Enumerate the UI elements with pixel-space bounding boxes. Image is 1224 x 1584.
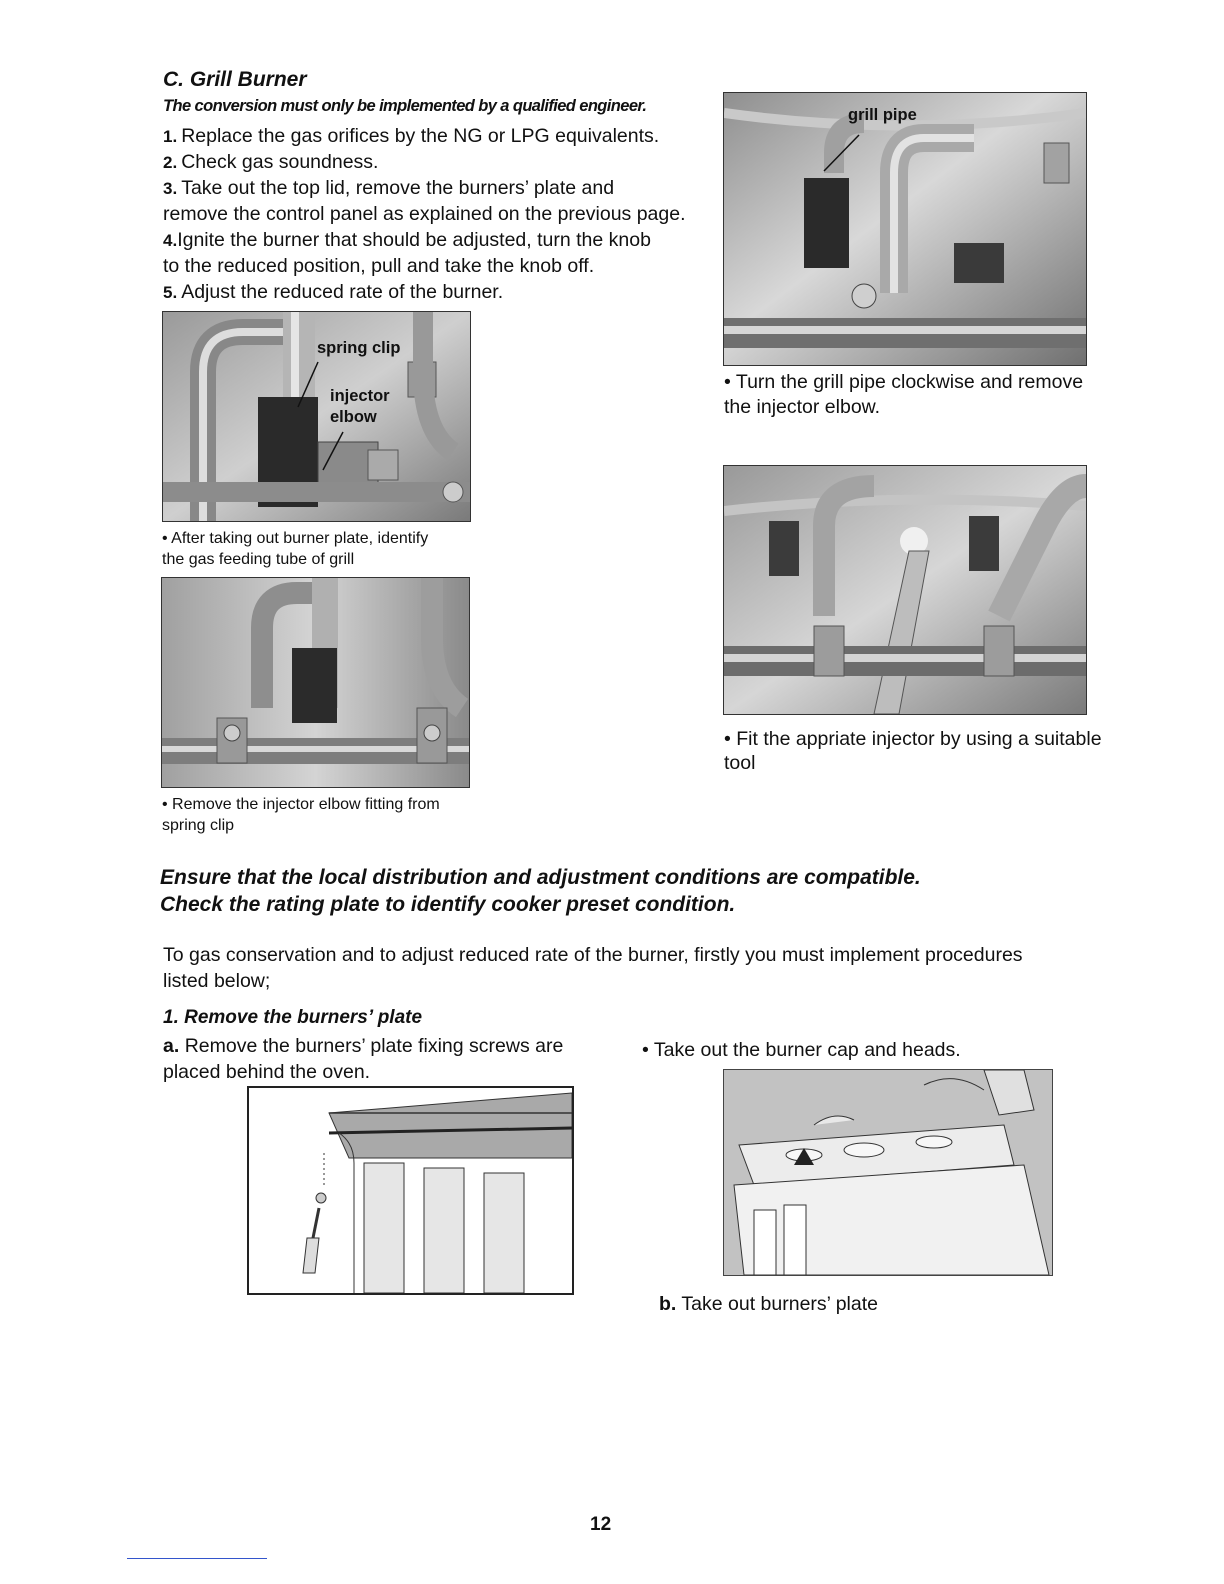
caption-take-out-cap: • Take out the burner cap and heads.	[642, 1039, 961, 1061]
photo3-caption-line2: the injector elbow.	[724, 396, 881, 418]
photo1-caption-line2: the gas feeding tube of grill	[162, 551, 355, 568]
step-5	[163, 279, 503, 306]
step-4-continued: to the reduced position, pull and take the knob off.	[163, 255, 595, 277]
step-3	[163, 175, 614, 202]
photo4-caption-line2: tool	[724, 752, 756, 774]
step-number: 1.	[163, 127, 178, 146]
photo-remove-elbow	[161, 577, 470, 788]
qualified-engineer-warning: The conversion must only be implemented by a qualified engineer.	[163, 97, 647, 115]
step-text: Adjust the reduced rate of the burner.	[181, 281, 504, 303]
illustration-fixing-screws	[247, 1086, 574, 1295]
photo4-caption-line1: • Fit the appriate injector by using a suitable	[724, 728, 1102, 750]
step-2	[163, 149, 378, 176]
photo-grill-pipe	[723, 92, 1087, 366]
step-a-line2: placed behind the oven.	[163, 1061, 371, 1083]
photo-spring-clip	[162, 311, 471, 522]
label-injector: injector	[330, 387, 390, 405]
subsection-title: 1. Remove the burners’ plate	[163, 1007, 423, 1028]
step-number: 4.	[163, 231, 178, 250]
ensure-line1: Ensure that the local distribution and adjustment conditions are compatible.	[160, 866, 921, 889]
photo2-caption-line1: • Remove the injector elbow fitting from	[162, 796, 440, 813]
intro-line1: To gas conservation and to adjust reduced rate of the burner, firstly you must implement procedures	[163, 944, 1023, 966]
photo2-caption-line2: spring clip	[162, 817, 235, 834]
step-number: 2.	[163, 153, 178, 172]
step-b-text: Take out burners’ plate	[681, 1293, 878, 1315]
step-a-text: Remove the burners’ plate fixing screws are	[184, 1035, 564, 1057]
step-text: Take out the top lid, remove the burners’ plate and	[181, 177, 615, 199]
step-text: Ignite the burner that should be adjusted, turn the knob	[177, 229, 651, 251]
label-elbow: elbow	[330, 408, 377, 426]
page-number: 12	[590, 1514, 612, 1535]
step-text: Replace the gas orifices by the NG or LPG equivalents.	[181, 125, 660, 147]
step-b	[659, 1291, 878, 1317]
step-3-continued: remove the control panel as explained on the previous page.	[163, 203, 686, 225]
label-spring-clip: spring clip	[317, 339, 401, 357]
step-a-label: a.	[163, 1035, 180, 1057]
ensure-line2: Check the rating plate to identify cooker preset condition.	[160, 893, 736, 916]
photo-fit-injector	[723, 465, 1087, 715]
photo1-caption-line1: • After taking out burner plate, identify	[162, 530, 429, 547]
step-4	[163, 227, 651, 254]
step-a-line1	[163, 1033, 563, 1059]
section-title: C. Grill Burner	[163, 68, 307, 91]
step-text: Check gas soundness.	[181, 151, 379, 173]
illustration-lift-burner-plate	[723, 1069, 1053, 1276]
intro-line2: listed below;	[163, 970, 271, 992]
label-grill-pipe: grill pipe	[848, 106, 917, 124]
step-number: 3.	[163, 179, 178, 198]
step-number: 5.	[163, 283, 178, 302]
photo3-caption-line1: • Turn the grill pipe clockwise and remove	[724, 371, 1084, 393]
step-b-label: b.	[659, 1293, 677, 1315]
step-1	[163, 123, 659, 150]
footer-rule	[127, 1558, 267, 1559]
